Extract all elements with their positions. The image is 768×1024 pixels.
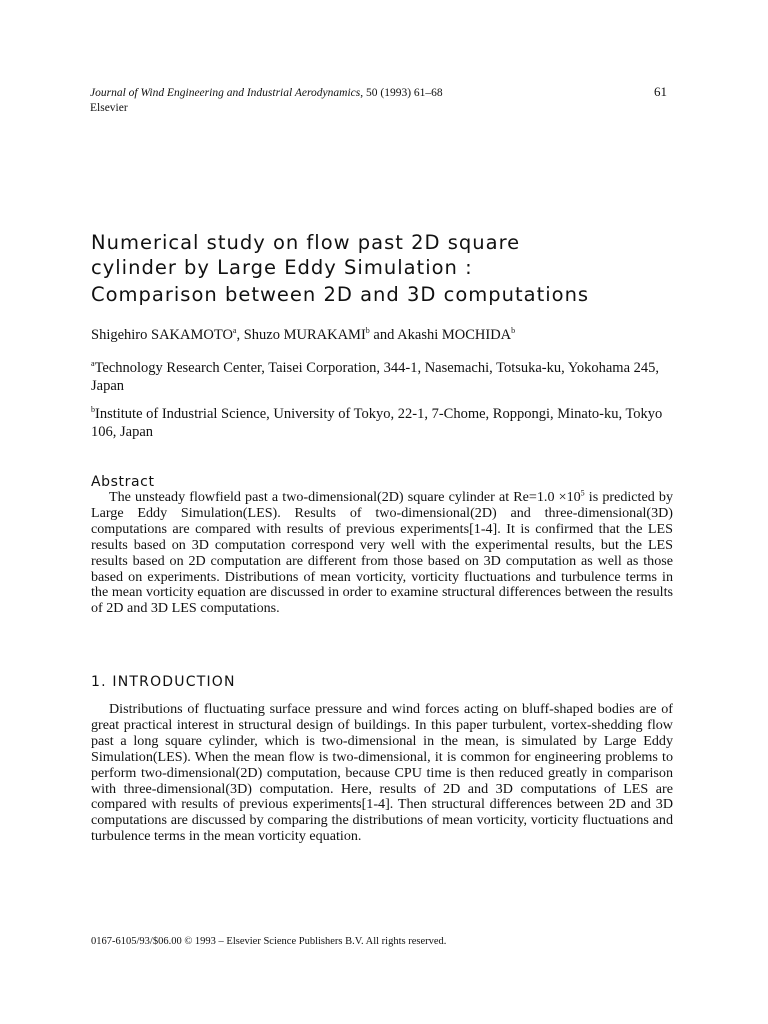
author-name: Shigehiro SAKAMOTO bbox=[91, 327, 233, 343]
journal-name: Journal of Wind Engineering and Industrial Aerodynamics bbox=[90, 87, 361, 99]
affiliation-mark: a bbox=[91, 359, 95, 369]
author-separator: and bbox=[369, 327, 398, 343]
author-affiliation-mark: b bbox=[511, 326, 516, 336]
title-line-2: cylinder by Large Eddy Simulation : bbox=[91, 256, 473, 279]
abstract-text-part-2: is predicted by Large Eddy Simulation(LES). Results of two-dimensional(2D) and three-dimensional(3D) computations are compared with results of previous experiments[1-4]. It is confirmed that the LES results based on 3D computation correspond very well with the experimental results, but the LES results based on 2D computation are different from those based on 3D computation as well as those based on experiments. Distributions of mean vorticity, vorticity fluctuations and turbulence terms in the mean vorticity equation are discussed in order to examine structural differences between the results of 2D and 3D LES computations. bbox=[91, 489, 673, 617]
affiliation-a bbox=[91, 360, 677, 395]
author-list bbox=[91, 327, 515, 344]
page-number: 61 bbox=[654, 84, 667, 99]
journal-citation bbox=[90, 86, 443, 101]
affiliation-text: Institute of Industrial Science, University of Tokyo, 22-1, 7-Chome, Roppongi, Minato-ku, Tokyo 106, Japan bbox=[91, 406, 663, 440]
author-separator: , bbox=[236, 327, 244, 343]
author-name: Shuzo MURAKAMI bbox=[243, 327, 366, 343]
abstract-body bbox=[91, 490, 673, 617]
paper-title bbox=[91, 230, 691, 307]
introduction-body: Distributions of fluctuating surface pressure and wind forces acting on bluff-shaped bodies are of great practical interest in structural design of buildings. In this paper turbulent, vortex-shedding flow past a long square cylinder, which is two-dimensional in the mean, is simulated by Large Eddy Simulation(LES). When the mean flow is two-dimensional, it is common for engineering problems to perform two-dimensional(2D) computation, because CPU time is then reduced greatly in comparison with three-dimensional(3D) computation. Here, results of 2D and 3D computations of LES are compared with results of previous experiments[1-4]. Then structural differences between 2D and 3D computations are discussed by comparing the distributions of mean vorticity, vorticity fluctuations and turbulence terms in the mean vorticity equation. bbox=[91, 701, 673, 845]
author-name: Akashi MOCHIDA bbox=[397, 327, 512, 343]
title-line-3: Comparison between 2D and 3D computations bbox=[91, 283, 590, 306]
affiliation-text: Technology Research Center, Taisei Corporation, 344-1, Nasemachi, Totsuka-ku, Yokohama 245, Japan bbox=[91, 360, 660, 394]
introduction-heading: 1. INTRODUCTION bbox=[91, 674, 236, 690]
affiliation-mark: b bbox=[91, 405, 95, 415]
title-line-1: Numerical study on flow past 2D square bbox=[91, 231, 521, 254]
publisher: Elsevier bbox=[90, 102, 128, 114]
journal-volume: , 50 (1993) 61–68 bbox=[360, 87, 443, 99]
affiliation-b bbox=[91, 406, 677, 441]
author-affiliation-mark: b bbox=[365, 326, 370, 336]
abstract-text-part-1: The unsteady flowfield past a two-dimensional(2D) square cylinder at Re=1.0 ×10 bbox=[109, 489, 581, 505]
author-affiliation-mark: a bbox=[232, 326, 237, 336]
copyright-footer: 0167-6105/93/$06.00 © 1993 – Elsevier Science Publishers B.V. All rights reserved. bbox=[91, 936, 447, 947]
journal-header bbox=[90, 86, 443, 116]
exponent: 5 bbox=[580, 488, 585, 498]
abstract-heading: Abstract bbox=[91, 474, 155, 490]
